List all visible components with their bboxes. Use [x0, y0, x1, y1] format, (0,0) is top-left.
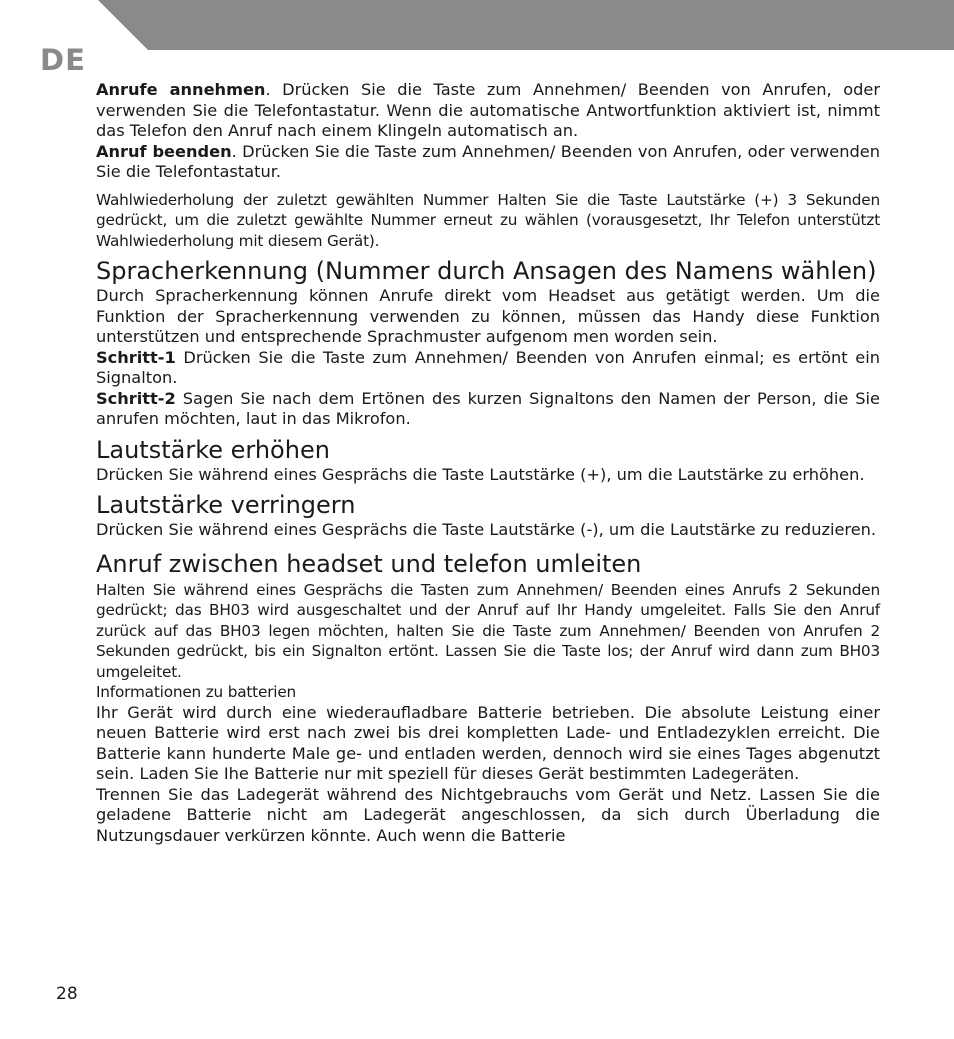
- page-content: [96, 80, 880, 846]
- end-call-text: . Drücken Sie die Taste zum Annehmen/ Beenden von Anrufen, oder verwenden Sie die Telefontastatur.: [96, 141, 880, 181]
- answer-call-text: . Drücken Sie die Taste zum Annehmen/ Beenden von Anrufen, oder verwenden Sie die Telefontastatur. Wenn die automatische Antwortfunktion aktiviert ist, nimmt das Telefon den Anruf nach einem Klingeln automatisch an.: [96, 80, 880, 140]
- volume-up-heading: Lautstärke erhöhen: [96, 435, 330, 464]
- step-1-label: Schritt-1: [96, 347, 176, 367]
- header-banner-shape: [98, 0, 954, 50]
- volume-down-text: Drücken Sie während eines Gesprächs die Taste Lautstärke (-), um die Lautstärke zu reduzieren.: [96, 520, 877, 539]
- step-1-text: Drücken Sie die Taste zum Annehmen/ Beenden von Anrufen einmal; es ertönt ein Signalton.: [96, 347, 880, 387]
- voice-dial-step-1: [96, 348, 880, 389]
- call-transfer-heading: Anruf zwischen headset und telefon umleiten: [96, 549, 642, 578]
- voice-dial-intro: Durch Spracherkennung können Anrufe direkt vom Headset aus getätigt werden. Um die Funktion der Spracherkennung verwenden zu können, müssen das Handy diese Funktion unterstützen und entsprechende Sprachmuster aufgenom men worden sein.: [96, 286, 880, 346]
- redial-paragraph: Wahlwiederholung der zuletzt gewählten Nummer Halten Sie die Taste Lautstärke (+) 3 Sekunden gedrückt, um die zuletzt gewählte Nummer erneut zu wählen (vorausgesetzt, Ihr Telefon unterstützt Wahlwiederholung mit diesem Gerät).: [96, 190, 880, 250]
- battery-paragraph-2: Trennen Sie das Ladegerät während des Nichtgebrauchs vom Gerät und Netz. Lassen Sie die geladene Batterie nicht am Ladegerät angeschlossen, da sich durch Überladung die Nutzungsdauer verkürzen könnte. Auch wenn die Batterie: [96, 784, 880, 845]
- volume-down-heading: Lautstärke verringern: [96, 491, 356, 519]
- volume-up-text: Drücken Sie während eines Gesprächs die Taste Lautstärke (+), um die Lautstärke zu erhöhen.: [96, 464, 865, 484]
- header-banner: [0, 0, 954, 50]
- answer-call-paragraph: [96, 80, 880, 142]
- end-call-paragraph: [96, 142, 880, 183]
- voice-dial-heading: Spracherkennung (Nummer durch Ansagen des Namens wählen): [96, 257, 877, 285]
- step-2-label: Schritt-2: [96, 388, 176, 408]
- answer-call-label: Anrufe annehmen: [96, 80, 266, 99]
- call-transfer-text: Halten Sie während eines Gesprächs die Tasten zum Annehmen/ Beenden eines Anrufs 2 Sekunden gedrückt; das BH03 wird ausgeschaltet und der Anruf auf Ihr Handy umgeleitet. Falls Sie den Anruf zurück auf das BH03 legen möchten, halten Sie die Taste zum Annehmen/ Beenden von Anrufen 2 Sekunden gedrückt, bis ein Signalton ertönt. Lassen Sie die Taste los; der Anruf wird dann zum BH03 umgeleitet.: [96, 580, 880, 681]
- page-number: 28: [56, 984, 78, 1004]
- language-tag: DE: [40, 43, 86, 77]
- battery-info-title: Informationen zu batterien: [96, 683, 297, 701]
- step-2-text: Sagen Sie nach dem Ertönen des kurzen Signaltons den Namen der Person, die Sie anrufen möchten, laut in das Mikrofon.: [96, 388, 880, 428]
- battery-paragraph-1: Ihr Gerät wird durch eine wiederaufladbare Batterie betrieben. Die absolute Leistung einer neuen Batterie wird erst nach zwei bis drei kompletten Lade- und Entladezyklen erreicht. Die Batterie kann hunderte Male ge- und entladen werden, dennoch wird sie eines Tages abgenutzt sein. Laden Sie Ihe Batterie nur mit speziell für dieses Gerät bestimmten Ladegeräten.: [96, 702, 880, 783]
- voice-dial-step-2: [96, 389, 880, 430]
- end-call-label: Anruf beenden: [96, 141, 232, 161]
